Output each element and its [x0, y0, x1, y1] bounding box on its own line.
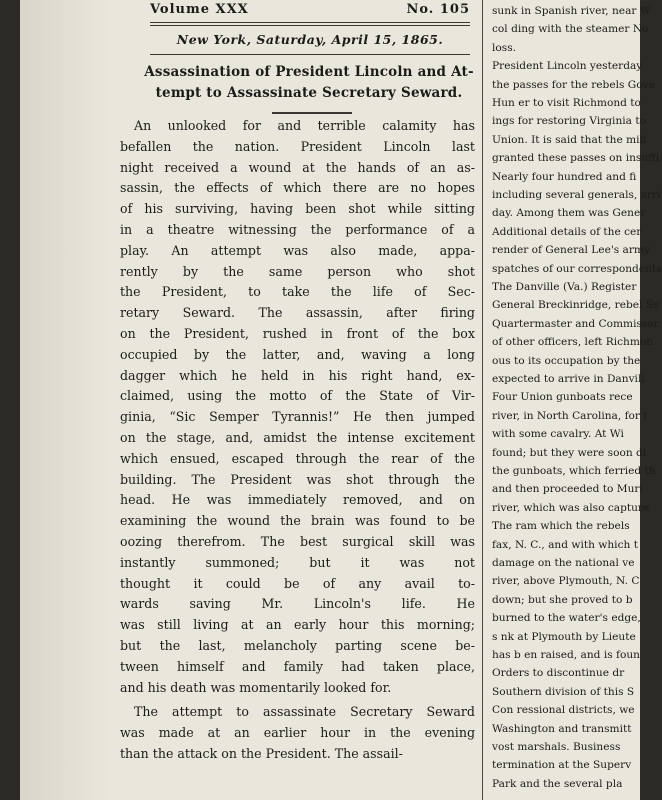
article-line: claimed, using the motto of the State of Vir- — [120, 388, 475, 404]
right-column-line: damage on the national ve — [492, 557, 635, 569]
right-column-line: has b en raised, and is foun — [492, 649, 640, 661]
right-column-line: General Breckinridge, rebel Se — [492, 299, 660, 312]
right-column-line: ous to its occupation by the — [492, 354, 641, 367]
right-column-line: spatches of our correspondents — [492, 262, 662, 275]
right-column-line: Con ressional districts, we — [492, 704, 635, 717]
article-line: wards saving Mr. Lincoln's life. He — [120, 596, 475, 612]
right-column-line: the gunboats, which ferried th — [492, 465, 656, 477]
left-column — [112, 0, 480, 800]
right-column-line: with some cavalry. At Wi — [492, 428, 624, 441]
headline-divider — [272, 112, 352, 114]
article-line: tween himself and family had taken place, — [120, 658, 475, 674]
article-line: rently by the same person who shot — [120, 263, 475, 279]
column-divider — [482, 0, 483, 800]
issue-number: No. 105 — [406, 2, 470, 17]
dateline: New York, Saturday, April 15, 1865. — [176, 32, 444, 47]
right-column-line: Union. It is said that the mili — [492, 133, 647, 146]
right-column-line: burned to the water's edge, — [492, 612, 641, 625]
right-column-line: Additional details of the cer — [492, 225, 642, 238]
right-column-line: sunk in Spanish river, near W — [492, 5, 651, 17]
headline-line: Assassination of President Lincoln and At- — [144, 64, 474, 80]
right-column-line: loss. — [492, 41, 517, 54]
right-column-line: Park and the several pla — [492, 777, 623, 790]
right-column-line: Washington and transmitt — [492, 722, 632, 735]
right-column-line: and then proceeded to Muri — [492, 483, 643, 496]
article-line: but the last, melancholy parting scene be- — [120, 637, 475, 653]
right-column-line: the passes for the rebels Gove — [492, 78, 655, 91]
right-column-line: The Danville (Va.) Register — [492, 281, 637, 293]
article-paragraph-1 — [120, 116, 475, 698]
right-column-line: found; but they were soon di — [492, 446, 647, 459]
right-column-line: render of General Lee's army — [492, 244, 650, 257]
right-column-line: fax, N. C., and with which t — [492, 538, 638, 551]
article-line: dagger which he held in his right hand, ex- — [120, 367, 475, 383]
right-column-line: col ding with the steamer No — [492, 23, 649, 36]
right-column-line: Nearly four hundred and fi — [492, 170, 637, 183]
article-line: on the President, rushed in front of the box — [120, 325, 475, 341]
article-line: head. He was immediately removed, and on — [120, 492, 475, 508]
right-column-line: down; but she proved to b — [492, 593, 633, 606]
article-line: The attempt to assassinate Secretary Seward — [134, 704, 475, 720]
right-column-line: of other officers, left Richmon — [492, 336, 654, 349]
right-column — [486, 0, 662, 800]
article-line: examining the wound the brain was found to be — [120, 513, 475, 529]
masthead-rule-2 — [150, 25, 470, 26]
article-line: in a theatre witnessing the performance of a — [120, 221, 475, 237]
right-column-line: river, above Plymouth, N. C — [492, 575, 640, 588]
dateline-rule — [150, 54, 470, 55]
article-line: was still living at an early hour this morning; — [120, 617, 475, 633]
page-fold-shadow — [20, 0, 110, 800]
article-line: the President, to take the life of Sec- — [120, 284, 475, 300]
article-line: which ensued, escaped through the rear of the — [120, 450, 475, 466]
article-line: play. An attempt was also made, appa- — [120, 242, 475, 258]
right-column-line: The ram which the rebels — [492, 520, 630, 533]
right-column-line: ings for restoring Virginia to — [492, 115, 646, 128]
right-column-line: Four Union gunboats rece — [492, 391, 633, 404]
headline-line: tempt to Assassinate Secretary Seward. — [155, 85, 463, 101]
right-column-line: Quartermaster and Commissar — [492, 317, 659, 330]
newspaper-page — [20, 0, 662, 800]
article-line: night received a wound at the hands of an as- — [120, 159, 475, 175]
right-column-line: including several generals, arri — [492, 189, 661, 201]
article-line: than the attack on the President. The assail- — [120, 745, 403, 761]
right-column-line: Hun er to visit Richmond to — [492, 97, 641, 109]
article-paragraph-2 — [120, 702, 475, 764]
article-line: oozing therefrom. The best surgical skill was — [120, 533, 475, 549]
article-line: thought it could be of any avail to- — [120, 575, 475, 591]
article-line: sassin, the effects of which there are no hopes — [120, 180, 475, 196]
right-column-line: Southern division of this S — [492, 685, 635, 698]
article-line: was made at an earlier hour in the evening — [120, 725, 475, 741]
right-column-line: river, in North Carolina, for t — [492, 409, 648, 422]
article-line: retary Seward. The assassin, after firing — [120, 305, 475, 321]
masthead-rule — [150, 22, 470, 23]
right-column-line: President Lincoln yesterday — [492, 60, 643, 73]
right-column-line: Orders to discontinue dr — [492, 667, 625, 680]
volume-label: Volume XXX — [150, 2, 249, 17]
article-line: on the stage, and, amidst the intense excitement — [120, 429, 475, 445]
article-line: of his surviving, having been shot while sitting — [120, 201, 475, 217]
article-line: occupied by the latter, and, waving a long — [120, 346, 475, 362]
right-column-line: granted these passes on insuffi — [492, 152, 660, 165]
article-line: building. The President was shot through the — [120, 471, 475, 487]
headline — [144, 62, 474, 104]
article-line: befallen the nation. President Lincoln last — [120, 138, 475, 154]
right-column-line: termination at the Superv — [492, 759, 632, 772]
right-column-line: river, which was also capture — [492, 501, 650, 514]
article-line: An unlooked for and terrible calamity has — [134, 118, 475, 133]
right-column-line: day. Among them was Gener — [492, 207, 646, 220]
article-line: and his death was momentarily looked for. — [120, 679, 392, 695]
right-column-line: vost marshals. Business — [492, 741, 621, 753]
right-column-line: s nk at Plymouth by Lieute — [492, 630, 636, 643]
article-body — [120, 116, 475, 765]
article-line: instantly summoned; but it was not — [120, 554, 475, 570]
right-column-line: expected to arrive in Danvill — [492, 373, 645, 385]
article-line: ginia, “Sic Semper Tyrannis!” He then jumped — [120, 409, 475, 425]
